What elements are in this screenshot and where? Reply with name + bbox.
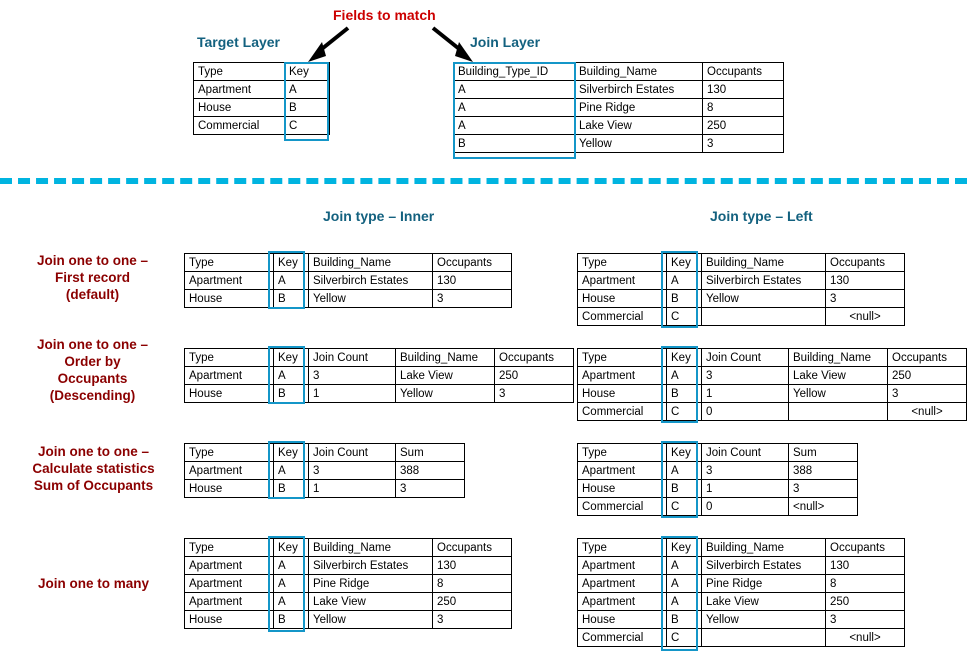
inner-many-table bbox=[184, 538, 512, 629]
col-header: Occupants bbox=[433, 539, 512, 557]
table-header-row bbox=[185, 539, 512, 557]
table-row bbox=[578, 290, 905, 308]
cell: 250 bbox=[703, 117, 784, 135]
table-row bbox=[185, 290, 512, 308]
col-header: Building_Type_ID bbox=[454, 63, 575, 81]
table-header-row bbox=[185, 254, 512, 272]
table-row bbox=[185, 593, 512, 611]
left-stats-table-wrap bbox=[577, 443, 858, 516]
cell: Apartment bbox=[185, 575, 274, 593]
cell: B bbox=[454, 135, 575, 153]
cell: <null> bbox=[888, 403, 967, 421]
table-row bbox=[185, 462, 465, 480]
col-header: Occupants bbox=[826, 539, 905, 557]
cell: B bbox=[274, 385, 309, 403]
cell: A bbox=[667, 557, 702, 575]
row-label-line: (Descending) bbox=[49, 388, 136, 403]
cell: 130 bbox=[703, 81, 784, 99]
cell: Yellow bbox=[396, 385, 495, 403]
cell: <null> bbox=[789, 498, 858, 516]
cell: Commercial bbox=[194, 117, 285, 135]
inner-order-table bbox=[184, 348, 574, 403]
cell: B bbox=[667, 480, 702, 498]
cell: B bbox=[285, 99, 330, 117]
cell: C bbox=[285, 117, 330, 135]
cell: 250 bbox=[888, 367, 967, 385]
row-label-line: Calculate statistics bbox=[32, 461, 155, 476]
cell: B bbox=[667, 611, 702, 629]
cell: Apartment bbox=[578, 272, 667, 290]
col-header: Building_Name bbox=[702, 254, 826, 272]
cell: 3 bbox=[396, 480, 465, 498]
cell: 1 bbox=[309, 480, 396, 498]
cell: House bbox=[578, 611, 667, 629]
table-row bbox=[578, 403, 967, 421]
cell: 1 bbox=[702, 480, 789, 498]
col-header: Building_Name bbox=[309, 254, 433, 272]
cell: Commercial bbox=[578, 498, 667, 516]
cell: House bbox=[185, 385, 274, 403]
row-label-line: (default) bbox=[65, 287, 120, 302]
table-header-row bbox=[454, 63, 784, 81]
row-label-line: First record bbox=[54, 270, 131, 285]
join-type-left-label: Join type – Left bbox=[710, 208, 813, 224]
row-label-one-to-many bbox=[6, 575, 181, 592]
cell bbox=[702, 629, 826, 647]
cell: Silverbirch Estates bbox=[702, 272, 826, 290]
cell: Lake View bbox=[789, 367, 888, 385]
inner-stats-table-wrap bbox=[184, 443, 465, 498]
cell: House bbox=[185, 480, 274, 498]
left-stats-table bbox=[577, 443, 858, 516]
cell: Commercial bbox=[578, 403, 667, 421]
table-header-row bbox=[578, 254, 905, 272]
col-header: Key bbox=[274, 539, 309, 557]
table-row bbox=[185, 480, 465, 498]
cell: 3 bbox=[433, 290, 512, 308]
table-header-row bbox=[185, 349, 574, 367]
table-header-row bbox=[578, 444, 858, 462]
cell: Pine Ridge bbox=[575, 99, 703, 117]
col-header: Type bbox=[185, 349, 274, 367]
table-row bbox=[454, 81, 784, 99]
cell: 3 bbox=[309, 462, 396, 480]
cell: 8 bbox=[826, 575, 905, 593]
left-order-table-wrap bbox=[577, 348, 967, 421]
table-row bbox=[454, 135, 784, 153]
cell: Commercial bbox=[578, 308, 667, 326]
cell: A bbox=[285, 81, 330, 99]
cell: 3 bbox=[789, 480, 858, 498]
cell: Yellow bbox=[702, 611, 826, 629]
cell: A bbox=[274, 575, 309, 593]
table-row bbox=[578, 575, 905, 593]
table-row bbox=[194, 117, 330, 135]
table-row bbox=[578, 480, 858, 498]
inner-stats-table bbox=[184, 443, 465, 498]
inner-first-table bbox=[184, 253, 512, 308]
row-label-line: Occupants bbox=[57, 371, 128, 386]
cell: 130 bbox=[826, 557, 905, 575]
cell: Yellow bbox=[702, 290, 826, 308]
col-header: Key bbox=[667, 539, 702, 557]
join-layer-table-wrap bbox=[453, 62, 784, 153]
cell: 250 bbox=[826, 593, 905, 611]
table-row bbox=[185, 367, 574, 385]
cell: 1 bbox=[309, 385, 396, 403]
cell: A bbox=[667, 272, 702, 290]
cell: Apartment bbox=[185, 462, 274, 480]
cell: 3 bbox=[702, 462, 789, 480]
cell: A bbox=[454, 99, 575, 117]
cell: A bbox=[274, 272, 309, 290]
arrow-to-target-key bbox=[300, 26, 360, 66]
cell: 130 bbox=[433, 272, 512, 290]
cell: House bbox=[578, 290, 667, 308]
col-header: Key bbox=[667, 349, 702, 367]
cell: C bbox=[667, 498, 702, 516]
cell: Apartment bbox=[578, 593, 667, 611]
col-header: Type bbox=[185, 254, 274, 272]
cell: 0 bbox=[702, 498, 789, 516]
table-row bbox=[578, 385, 967, 403]
col-header: Type bbox=[185, 539, 274, 557]
cell: C bbox=[667, 308, 702, 326]
col-header: Key bbox=[667, 254, 702, 272]
cell: House bbox=[194, 99, 285, 117]
cell: B bbox=[274, 611, 309, 629]
cell: Apartment bbox=[194, 81, 285, 99]
table-row bbox=[578, 611, 905, 629]
cell: Silverbirch Estates bbox=[702, 557, 826, 575]
col-header: Key bbox=[274, 349, 309, 367]
cell: A bbox=[667, 575, 702, 593]
cell: C bbox=[667, 629, 702, 647]
table-row bbox=[185, 385, 574, 403]
cell: Apartment bbox=[578, 557, 667, 575]
table-row bbox=[454, 117, 784, 135]
inner-first-table-wrap bbox=[184, 253, 512, 308]
col-header: Occupants bbox=[433, 254, 512, 272]
row-label-line: Order by bbox=[64, 354, 121, 369]
table-row bbox=[578, 462, 858, 480]
inner-many-table-wrap bbox=[184, 538, 512, 629]
row-label-line: Join one to one – bbox=[36, 253, 148, 268]
cell: House bbox=[185, 290, 274, 308]
cell: 388 bbox=[789, 462, 858, 480]
cell: A bbox=[454, 81, 575, 99]
cell: 3 bbox=[703, 135, 784, 153]
col-header: Type bbox=[194, 63, 285, 81]
cell: 3 bbox=[433, 611, 512, 629]
cell bbox=[789, 403, 888, 421]
cell: 250 bbox=[433, 593, 512, 611]
cell: Lake View bbox=[702, 593, 826, 611]
table-row bbox=[454, 99, 784, 117]
inner-order-table-wrap bbox=[184, 348, 574, 403]
cell: A bbox=[274, 593, 309, 611]
cell: Apartment bbox=[578, 575, 667, 593]
col-header: Building_Name bbox=[309, 539, 433, 557]
table-header-row bbox=[578, 539, 905, 557]
col-header: Key bbox=[285, 63, 330, 81]
table-row bbox=[578, 593, 905, 611]
section-divider bbox=[0, 178, 967, 184]
row-label-line: Sum of Occupants bbox=[33, 478, 154, 493]
target-layer-table-wrap bbox=[193, 62, 330, 135]
col-header: Sum bbox=[789, 444, 858, 462]
col-header: Building_Name bbox=[575, 63, 703, 81]
col-header: Sum bbox=[396, 444, 465, 462]
cell: Apartment bbox=[185, 557, 274, 575]
row-label-line: Join one to one – bbox=[36, 337, 148, 352]
table-row bbox=[578, 629, 905, 647]
cell: House bbox=[578, 480, 667, 498]
col-header: Building_Name bbox=[702, 539, 826, 557]
cell: Lake View bbox=[575, 117, 703, 135]
cell: 250 bbox=[495, 367, 574, 385]
col-header: Join Count bbox=[702, 349, 789, 367]
cell: Pine Ridge bbox=[702, 575, 826, 593]
col-header: Building_Name bbox=[789, 349, 888, 367]
cell: A bbox=[274, 557, 309, 575]
cell: 3 bbox=[702, 367, 789, 385]
cell: House bbox=[185, 611, 274, 629]
cell: 3 bbox=[495, 385, 574, 403]
table-row bbox=[185, 575, 512, 593]
table-row bbox=[194, 81, 330, 99]
cell: 388 bbox=[396, 462, 465, 480]
left-many-table bbox=[577, 538, 905, 647]
cell: Yellow bbox=[789, 385, 888, 403]
row-label-line: Join one to one – bbox=[37, 444, 149, 459]
row-label-one-to-one-order bbox=[10, 336, 175, 404]
cell: 3 bbox=[826, 290, 905, 308]
col-header: Key bbox=[667, 444, 702, 462]
cell: A bbox=[274, 367, 309, 385]
cell bbox=[702, 308, 826, 326]
left-first-table bbox=[577, 253, 905, 326]
join-layer-label: Join Layer bbox=[470, 34, 541, 50]
col-header: Join Count bbox=[309, 444, 396, 462]
table-row bbox=[185, 557, 512, 575]
cell: Yellow bbox=[309, 290, 433, 308]
cell: A bbox=[667, 367, 702, 385]
col-header: Type bbox=[185, 444, 274, 462]
row-label-line: Join one to many bbox=[37, 576, 149, 591]
cell: 130 bbox=[826, 272, 905, 290]
cell: <null> bbox=[826, 308, 905, 326]
table-row bbox=[185, 611, 512, 629]
cell: Apartment bbox=[578, 462, 667, 480]
cell: A bbox=[454, 117, 575, 135]
cell: Commercial bbox=[578, 629, 667, 647]
cell: Apartment bbox=[578, 367, 667, 385]
cell: 8 bbox=[433, 575, 512, 593]
left-many-table-wrap bbox=[577, 538, 905, 647]
cell: B bbox=[274, 480, 309, 498]
cell: C bbox=[667, 403, 702, 421]
cell: A bbox=[667, 462, 702, 480]
left-order-table bbox=[577, 348, 967, 421]
col-header: Occupants bbox=[495, 349, 574, 367]
col-header: Occupants bbox=[703, 63, 784, 81]
col-header: Join Count bbox=[702, 444, 789, 462]
cell: Silverbirch Estates bbox=[575, 81, 703, 99]
table-row bbox=[578, 308, 905, 326]
cell: Pine Ridge bbox=[309, 575, 433, 593]
table-header-row bbox=[194, 63, 330, 81]
col-header: Key bbox=[274, 254, 309, 272]
fields-to-match-label: Fields to match bbox=[333, 7, 436, 23]
row-label-one-to-one-first bbox=[10, 252, 175, 303]
cell: 3 bbox=[309, 367, 396, 385]
cell: B bbox=[667, 290, 702, 308]
table-row bbox=[194, 99, 330, 117]
col-header: Join Count bbox=[309, 349, 396, 367]
cell: Lake View bbox=[309, 593, 433, 611]
cell: House bbox=[578, 385, 667, 403]
table-header-row bbox=[185, 444, 465, 462]
table-row bbox=[578, 557, 905, 575]
table-row bbox=[185, 272, 512, 290]
table-row bbox=[578, 367, 967, 385]
cell: Yellow bbox=[309, 611, 433, 629]
cell: 8 bbox=[703, 99, 784, 117]
col-header: Type bbox=[578, 254, 667, 272]
cell: Apartment bbox=[185, 272, 274, 290]
cell: Lake View bbox=[396, 367, 495, 385]
row-label-one-to-one-stats bbox=[6, 443, 181, 494]
left-first-table-wrap bbox=[577, 253, 905, 326]
join-layer-table bbox=[453, 62, 784, 153]
target-layer-table bbox=[193, 62, 330, 135]
table-row bbox=[578, 498, 858, 516]
cell: 0 bbox=[702, 403, 789, 421]
join-type-inner-label: Join type – Inner bbox=[323, 208, 435, 224]
cell: A bbox=[667, 593, 702, 611]
col-header: Occupants bbox=[826, 254, 905, 272]
cell: Apartment bbox=[185, 593, 274, 611]
table-row bbox=[578, 272, 905, 290]
cell: 3 bbox=[826, 611, 905, 629]
cell: <null> bbox=[826, 629, 905, 647]
cell: 1 bbox=[702, 385, 789, 403]
cell: Yellow bbox=[575, 135, 703, 153]
col-header: Type bbox=[578, 539, 667, 557]
cell: B bbox=[274, 290, 309, 308]
cell: A bbox=[274, 462, 309, 480]
col-header: Occupants bbox=[888, 349, 967, 367]
col-header: Building_Name bbox=[396, 349, 495, 367]
cell: B bbox=[667, 385, 702, 403]
cell: 130 bbox=[433, 557, 512, 575]
col-header: Type bbox=[578, 444, 667, 462]
cell: Silverbirch Estates bbox=[309, 272, 433, 290]
target-layer-label: Target Layer bbox=[197, 34, 280, 50]
cell: Silverbirch Estates bbox=[309, 557, 433, 575]
cell: Apartment bbox=[185, 367, 274, 385]
col-header: Key bbox=[274, 444, 309, 462]
table-header-row bbox=[578, 349, 967, 367]
col-header: Type bbox=[578, 349, 667, 367]
cell: 3 bbox=[888, 385, 967, 403]
